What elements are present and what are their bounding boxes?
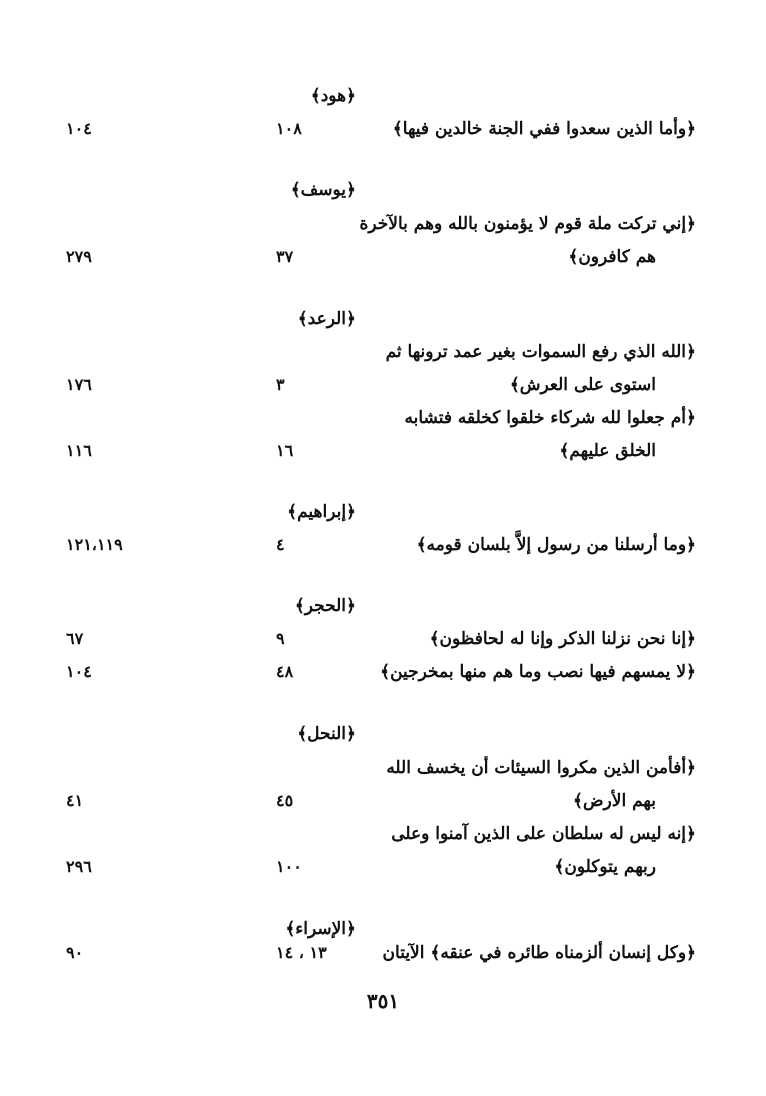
page-reference: ٤١ (66, 791, 84, 810)
page-reference: ١٠٤ (66, 119, 92, 138)
page-reference: ١٠٤ (66, 662, 92, 681)
verse-text-continuation: بهم الأرض﴾ (573, 791, 656, 811)
verse-text-continuation: هم كافرون﴾ (568, 247, 656, 267)
ayah-number: ٩ (276, 629, 285, 648)
index-entry-row (66, 369, 696, 401)
verse-text-continuation: ربهم يتوكلون﴾ (554, 857, 656, 877)
index-entry-row (66, 336, 696, 368)
surah-heading-row (66, 718, 696, 750)
verse-text-continuation: الخلق عليهم﴾ (559, 441, 656, 461)
surah-heading-row (66, 496, 696, 528)
page-reference: ١٢١،١١٩ (66, 535, 123, 554)
verse-text: ﴿وما أرسلنا من رسول إلاَّ بلسان قومه﴾ (416, 535, 696, 555)
verse-text: ﴿أم جعلوا لله شركاء خلقوا كخلقه فتشابه (404, 408, 696, 428)
index-entry-row (66, 851, 696, 883)
index-entry-row (66, 113, 696, 145)
verse-text-continuation: استوى على العرش﴾ (509, 375, 656, 395)
surah-heading-row (66, 80, 696, 112)
surah-heading: ﴿الإسراء﴾ (285, 919, 356, 939)
surah-heading: ﴿الحجر﴾ (294, 596, 356, 616)
surah-heading-row (66, 303, 696, 335)
index-entry-row (66, 818, 696, 850)
surah-heading-row (66, 590, 696, 622)
surah-heading: ﴿إبراهيم﴾ (287, 502, 356, 522)
index-entry-row (66, 529, 696, 561)
page-reference: ٢٩٦ (66, 857, 92, 876)
verse-text: ﴿وكل إنسان ألزمناه طائره في عنقه﴾ الآيتان (382, 943, 696, 963)
ayah-number: ٣ (276, 375, 285, 394)
ayah-number: ٤٨ (276, 662, 294, 681)
index-entry-row (66, 623, 696, 655)
index-entry-row (66, 435, 696, 467)
ayah-number: ٤٥ (276, 791, 294, 810)
index-entry-row (66, 208, 696, 240)
verse-text: ﴿الله الذي رفع السموات بغير عمد ترونها ثم (385, 342, 696, 362)
ayah-number: ١٣ ، ١٤ (276, 943, 327, 962)
page-reference: ٢٧٩ (66, 247, 92, 266)
ayah-number: ١٠٨ (276, 119, 302, 138)
ayah-number: ٤ (276, 535, 285, 554)
ayah-number: ٣٧ (276, 247, 294, 266)
page-reference: ٩٠ (66, 943, 84, 962)
page-number: ٣٥١ (366, 989, 400, 1013)
verse-text: ﴿إني تركت ملة قوم لا يؤمنون بالله وهم بالآخرة (359, 214, 696, 234)
surah-heading-row (66, 174, 696, 206)
index-entry-row (66, 241, 696, 273)
index-entry-row (66, 785, 696, 817)
page-reference: ٦٧ (66, 629, 84, 648)
index-entry-row (66, 656, 696, 688)
verse-text: ﴿وأما الذين سعدوا ففي الجنة خالدين فيها﴾ (392, 119, 696, 139)
ayah-number: ١٠٠ (276, 857, 302, 876)
verse-text: ﴿إنا نحن نزلنا الذكر وإنا له لحافظون﴾ (429, 629, 696, 649)
page-reference: ١٧٦ (66, 375, 92, 394)
surah-heading: ﴿يوسف﴾ (290, 180, 356, 200)
verse-text: ﴿أفأمن الذين مكروا السيئات أن يخسف الله (386, 758, 696, 778)
surah-heading: ﴿هود﴾ (310, 86, 356, 106)
page-reference: ١١٦ (66, 441, 92, 460)
surah-heading: ﴿النحل﴾ (297, 724, 356, 744)
surah-heading: ﴿الرعد﴾ (297, 309, 356, 329)
index-entry-row (66, 402, 696, 434)
verse-text: ﴿إنه ليس له سلطان على الذين آمنوا وعلى (391, 824, 696, 844)
verse-text: ﴿لا يمسهم فيها نصب وما هم منها بمخرجين﴾ (380, 662, 696, 682)
index-entry-row (66, 937, 696, 969)
index-entry-row (66, 752, 696, 784)
ayah-number: ١٦ (276, 441, 294, 460)
